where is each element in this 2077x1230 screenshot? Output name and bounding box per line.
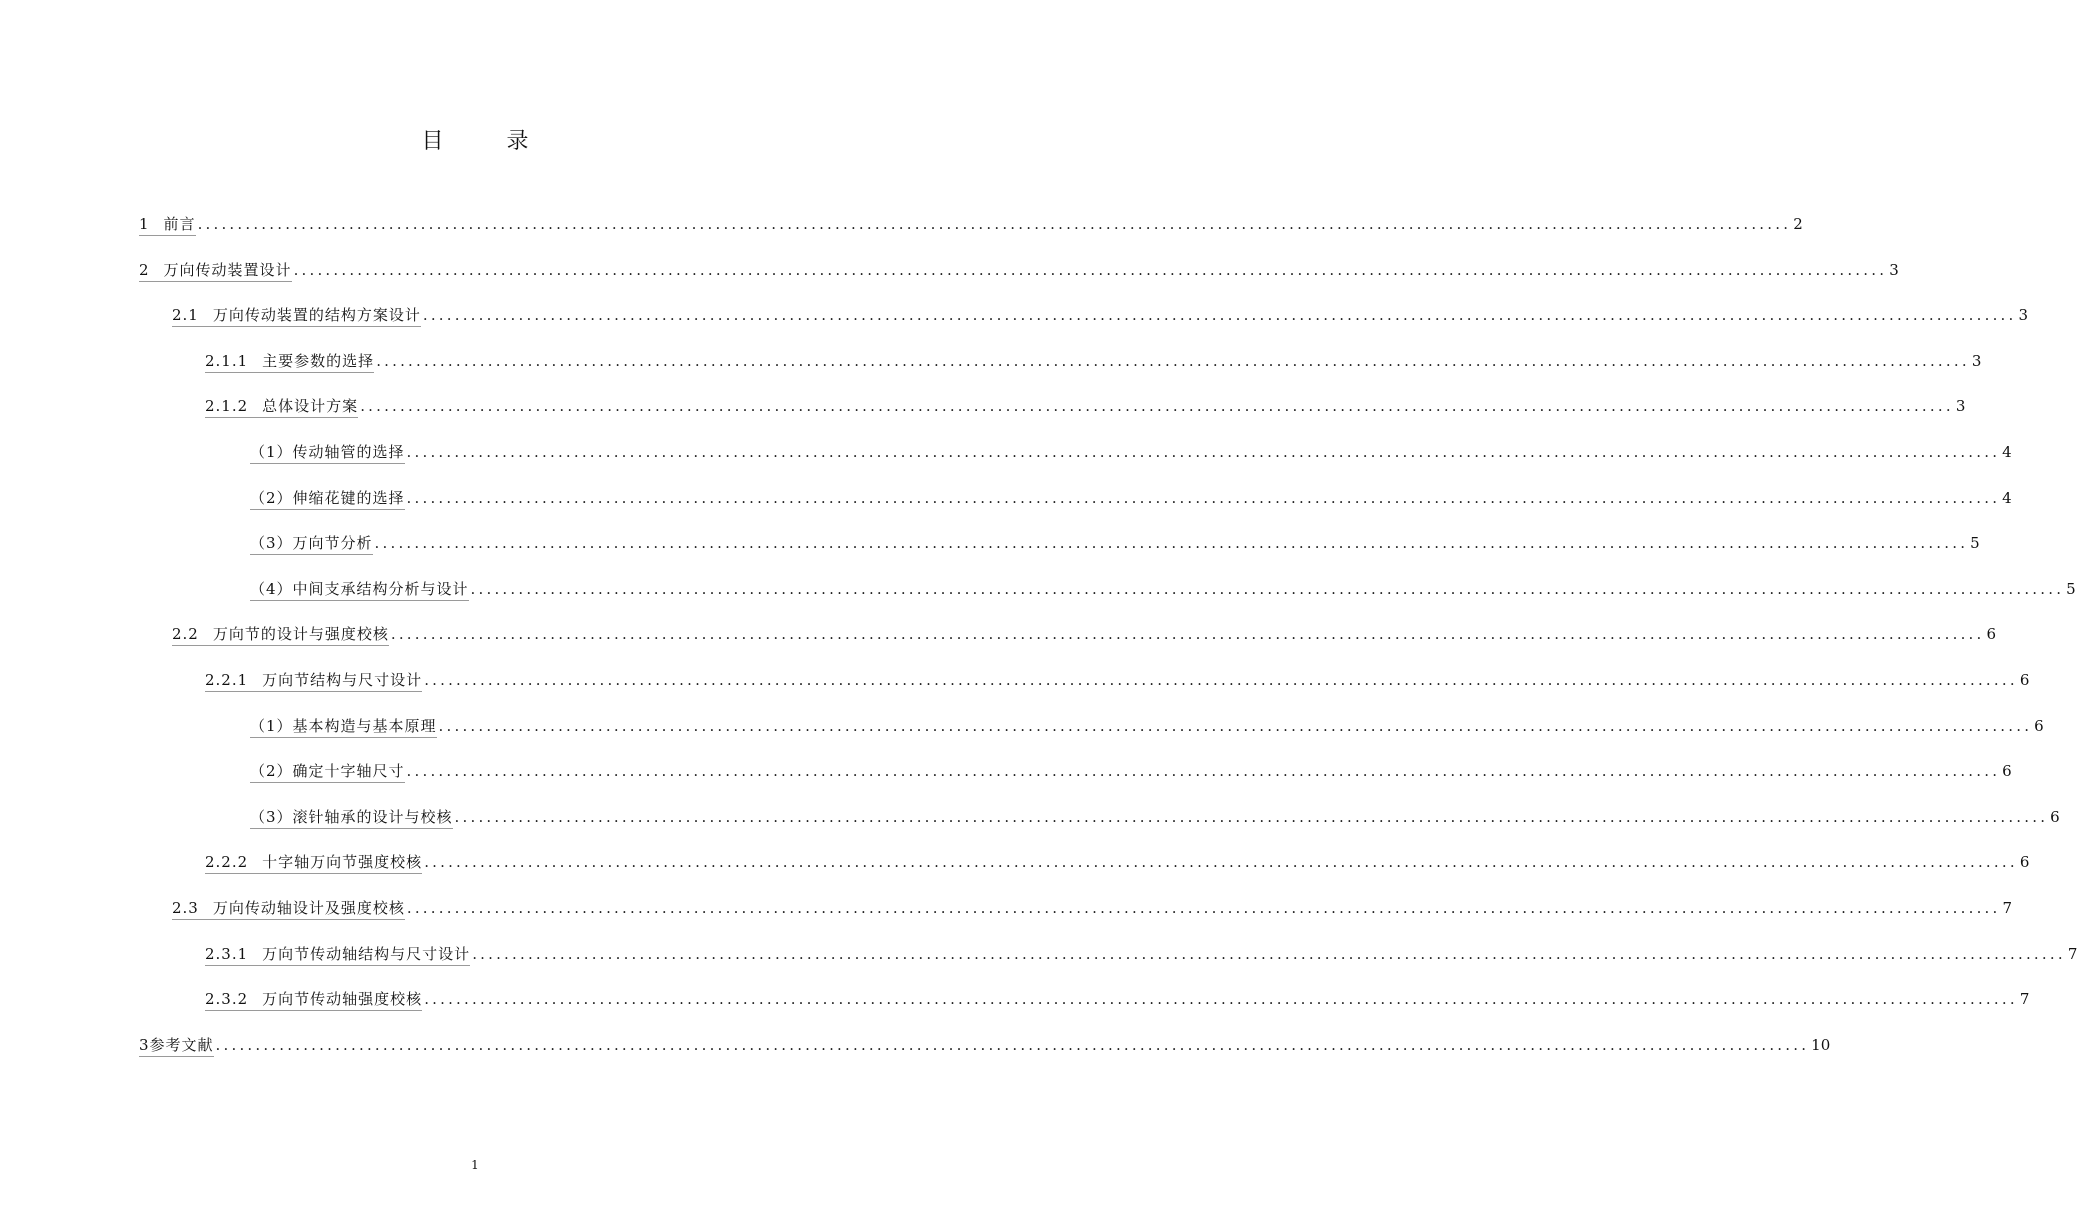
toc-entry-label[interactable] [172,305,421,327]
page-title: 目 录 [421,129,557,154]
toc-entry-page: 6 [2034,716,2044,735]
page-number: 1 [471,1158,479,1172]
toc-entry-title: 3参考文献 [139,1035,214,1054]
toc-dot-leader: ........................................................................................................................................................................................................ [360,397,1954,416]
toc-entry-label[interactable] [205,852,422,874]
toc-entry-number: 2.3.1 [205,944,249,963]
toc-dot-leader: ........................................................................................................................................................................................................ [215,1035,1810,1054]
toc-entry-number: 2.3 [172,899,199,917]
toc-entry[interactable] [139,258,1899,282]
toc-entry-page: 5 [1970,534,1980,553]
toc-entry-label[interactable] [205,989,422,1011]
toc-entry-page: 10 [1811,1035,1831,1054]
toc-entry-title: 万向传动轴设计及强度校核 [212,899,405,917]
toc-dot-leader: ........................................................................................................................................................................................................ [293,260,1888,279]
toc-entry-title: （4）中间支承结构分析与设计 [250,579,469,598]
toc-entry-number: 2.1.2 [205,397,249,416]
toc-dot-leader: ........................................................................................................................................................................................................ [424,853,2018,872]
toc-entry-label[interactable] [139,1035,214,1057]
toc-entry[interactable] [205,942,2077,966]
toc-entry-page: 7 [2067,944,2077,963]
toc-dot-leader: ........................................................................................................................................................................................................ [470,579,2065,598]
toc-entry[interactable] [205,349,1982,373]
toc-entry-page: 4 [2002,443,2012,461]
toc-entry-label[interactable] [139,260,292,282]
toc-entry-page: 3 [1971,351,1982,370]
toc-dot-leader: ........................................................................................................................................................................................................ [197,215,1792,233]
toc-entry-label[interactable] [250,579,469,601]
toc-dot-leader: ........................................................................................................................................................................................................ [376,351,1970,370]
toc-entry[interactable] [250,486,2012,510]
toc-dot-leader: ........................................................................................................................................................................................................ [422,306,2017,325]
toc-dot-leader: ........................................................................................................................................................................................................ [406,443,2001,461]
toc-entry-title: （3）万向节分析 [250,534,373,553]
toc-dot-leader: ........................................................................................................................................................................................................ [406,488,2001,507]
toc-entry-title: （2）伸缩花键的选择 [250,488,405,507]
toc-entry-page: 6 [2002,762,2012,781]
toc-entry-title: 万向节的设计与强度校核 [212,625,389,644]
toc-entry[interactable] [250,805,2060,829]
toc-dot-leader: ........................................................................................................................................................................................................ [406,899,2001,917]
toc-dot-leader: ........................................................................................................................................................................................................ [438,716,2033,735]
toc-entry-number: 1 [139,215,150,233]
toc-entry-title: 主要参数的选择 [262,351,375,370]
toc-entry-label[interactable] [139,214,196,236]
toc-entry-number: 2.1.1 [205,351,249,370]
toc-entry-label[interactable] [250,761,405,783]
toc-entry[interactable] [205,668,2030,692]
toc-entry-label[interactable] [205,944,470,966]
toc-entry-title: 万向传动装置的结构方案设计 [212,306,421,325]
toc-entry-label[interactable] [250,807,453,829]
toc-dot-leader: ........................................................................................................................................................................................................ [390,625,1985,644]
toc-dot-leader: ........................................................................................................................................................................................................ [472,944,2066,963]
toc-entry-number: 2 [139,260,150,279]
toc-entry[interactable] [172,303,2029,327]
toc-entry[interactable] [205,987,2030,1011]
toc-dot-leader: ........................................................................................................................................................................................................ [406,762,2001,781]
toc-entry-title: （2）确定十字轴尺寸 [250,762,405,781]
toc-entry-label[interactable] [250,533,373,555]
toc-dot-leader: ........................................................................................................................................................................................................ [424,990,2018,1009]
toc-entry-page: 2 [1793,215,1803,233]
toc-entry-title: （3）滚针轴承的设计与校核 [250,807,453,826]
toc-dot-leader: ........................................................................................................................................................................................................ [424,671,2018,689]
toc-entry-label[interactable] [205,351,374,373]
toc-entry-number: 2.1 [172,306,199,325]
toc-entry[interactable] [250,577,2076,601]
toc-entry-title: 前言 [163,215,196,233]
toc-entry-page: 4 [2002,488,2012,507]
toc-entry-page: 6 [2050,807,2060,826]
toc-dot-leader: ........................................................................................................................................................................................................ [454,807,2049,826]
toc-entry[interactable] [250,759,2012,783]
toc-entry-page: 5 [2066,579,2076,598]
toc-entry-page: 7 [2019,990,2030,1009]
toc-entry[interactable] [250,531,1980,555]
toc-entry-page: 6 [2019,853,2030,872]
toc-entry-label[interactable] [250,442,405,464]
toc-entry[interactable] [250,714,2044,738]
toc-entry[interactable] [250,440,2012,464]
toc-entry[interactable] [205,850,2030,874]
toc-entry-page: 3 [1889,260,1899,279]
toc-entry-label[interactable] [172,624,389,646]
toc-entry-label[interactable] [250,716,437,738]
toc-entry-label[interactable] [250,488,405,510]
toc-entry-label[interactable] [172,898,405,920]
toc-entry-page: 3 [2018,306,2029,325]
toc-entry-number: 2.2.2 [205,853,249,872]
toc-entry-title: 十字轴万向节强度校核 [262,853,423,872]
toc-entry-page: 6 [2019,671,2030,689]
toc-entry-number: 2.2.1 [205,671,249,689]
toc-entry-page: 3 [1955,397,1966,416]
toc-entry-page: 6 [1986,625,1997,644]
toc-dot-leader: ........................................................................................................................................................................................................ [374,534,1969,553]
toc-entry-label[interactable] [205,396,358,418]
toc-entry[interactable] [172,896,2013,920]
toc-entry-page: 7 [2002,899,2013,917]
toc-entry-number: 2.3.2 [205,990,249,1009]
toc-entry-title: （1）基本构造与基本原理 [250,716,437,735]
toc-entry-number: 2.2 [172,625,199,644]
toc-entry[interactable] [139,212,1803,236]
toc-entry-title: （1）传动轴管的选择 [250,443,405,461]
toc-entry-title: 万向节传动轴结构与尺寸设计 [262,944,471,963]
toc-entry-title: 万向节结构与尺寸设计 [262,671,423,689]
toc-entry-title: 万向节传动轴强度校核 [262,990,423,1009]
toc-entry-title: 万向传动装置设计 [163,260,292,279]
toc-entry[interactable] [205,394,1966,418]
toc-entry-title: 总体设计方案 [262,397,359,416]
toc-entry-label[interactable] [205,670,422,692]
toc-entry[interactable] [139,1033,1831,1057]
toc-entry[interactable] [172,622,1997,646]
